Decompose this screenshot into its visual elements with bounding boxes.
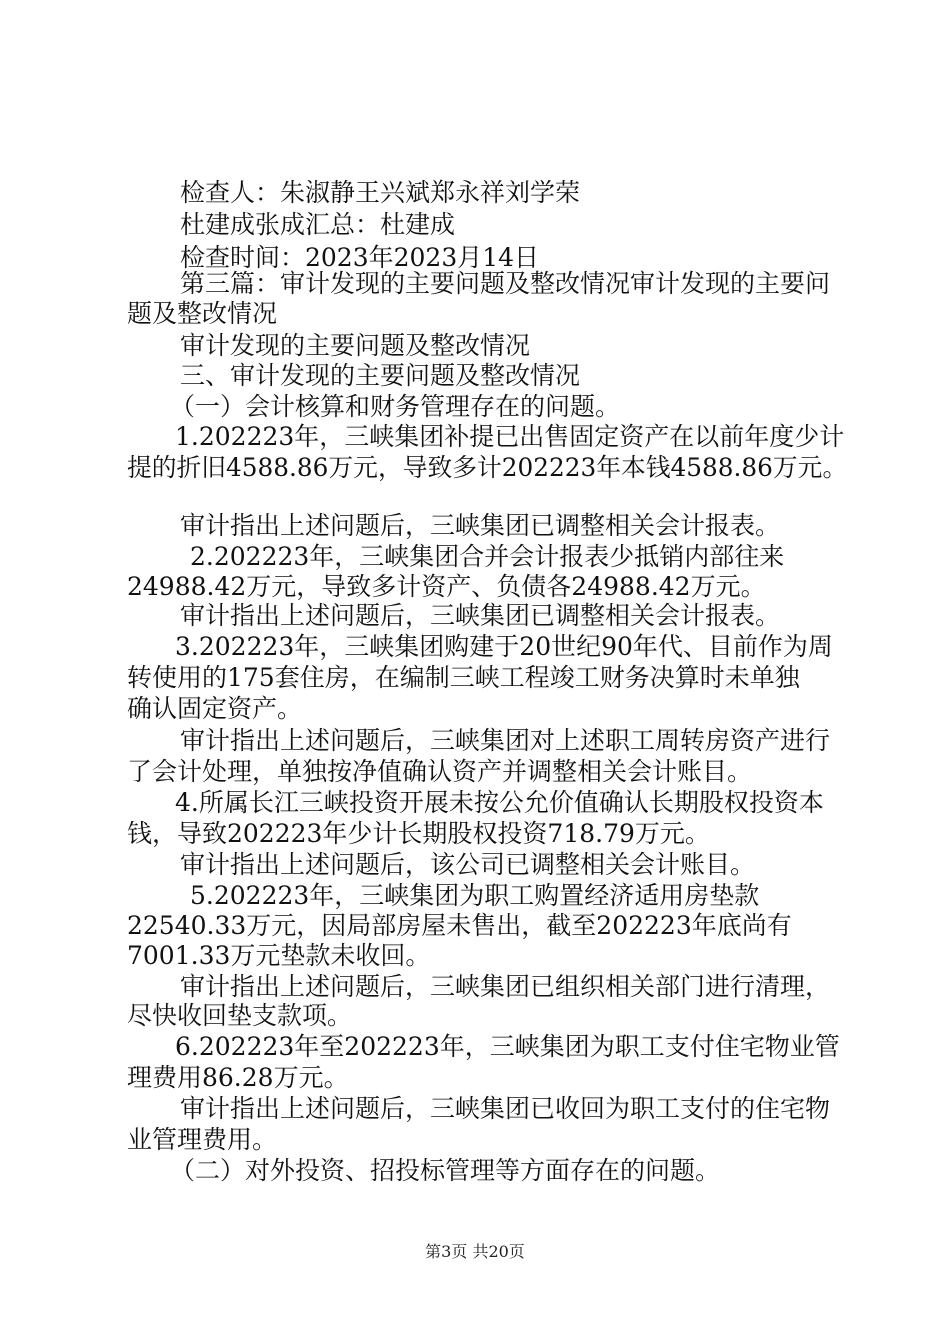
text-line: 确认固定资产。 [127, 694, 303, 723]
text-line: 22540.33万元，因局部房屋未售出，截至202223年底尚有 [127, 911, 792, 940]
text-line: 审计指出上述问题后，三峡集团已调整相关会计报表。 [180, 601, 781, 630]
text-line: 审计发现的主要问题及整改情况 [180, 331, 531, 360]
text-line: 检查时间：2023年2023月14日 [180, 243, 540, 272]
text-line: 提的折旧4588.86万元，导致多计202223年本钱4588.86万元。 [127, 453, 848, 482]
text-line: 第三篇：审计发现的主要问题及整改情况审计发现的主要问 [180, 269, 831, 298]
text-line: 24988.42万元，导致多计资产、负债各24988.42万元。 [127, 572, 766, 601]
text-line: 5.202223年，三峡集团为职工购置经济适用房垫款 [190, 881, 760, 910]
text-line: 三、审计发现的主要问题及整改情况 [180, 361, 581, 390]
text-line: 4.所属长江三峡投资开展未按公允价值确认长期股权投资本 [175, 788, 824, 817]
text-line: 题及整改情况 [127, 299, 278, 328]
section-heading: （一）会计核算和财务管理存在的问题。 [170, 392, 621, 421]
text-line: 钱，导致202223年少计长期股权投资718.79万元。 [127, 819, 710, 848]
text-line: 理费用86.28万元。 [127, 1063, 349, 1092]
text-line: 审计指出上述问题后，三峡集团对上述职工周转房资产进行 [180, 726, 831, 755]
text-line: 检查人：朱淑静王兴斌郑永祥刘学荣 [180, 178, 581, 207]
text-line: 6.202223年至202223年，三峡集团为职工支付住宅物业管 [175, 1032, 840, 1061]
text-line: 杜建成张成汇总：杜建成 [180, 210, 456, 239]
text-line: 业管理费用。 [127, 1125, 278, 1154]
page-footer: 第3页 共20页 [425, 1242, 525, 1261]
text-line: 1.202223年，三峡集团补提已出售固定资产在以前年度少计 [175, 422, 845, 451]
text-line: 审计指出上述问题后，三峡集团已收回为职工支付的住宅物 [180, 1094, 831, 1123]
text-line: 了会计处理，单独按净值确认资产并调整相关会计账目。 [127, 757, 753, 786]
text-line: 2.202223年，三峡集团合并会计报表少抵销内部往来 [190, 542, 785, 571]
text-line: 7001.33万元垫款未收回。 [127, 941, 431, 970]
text-line: 尽快收回垫支款项。 [127, 1001, 353, 1030]
section-heading: （二）对外投资、招投标管理等方面存在的问题。 [170, 1156, 721, 1185]
text-line: 审计指出上述问题后，三峡集团已组织相关部门进行清理， [180, 972, 831, 1001]
text-line: 3.202223年，三峡集团购建于20世纪90年代、目前作为周 [175, 632, 833, 661]
text-line: 转使用的175套住房，在编制三峡工程竣工财务决算时未单独 [127, 663, 800, 692]
text-line: 审计指出上述问题后，三峡集团已调整相关会计报表。 [180, 511, 781, 540]
text-line: 审计指出上述问题后，该公司已调整相关会计账目。 [180, 850, 756, 879]
